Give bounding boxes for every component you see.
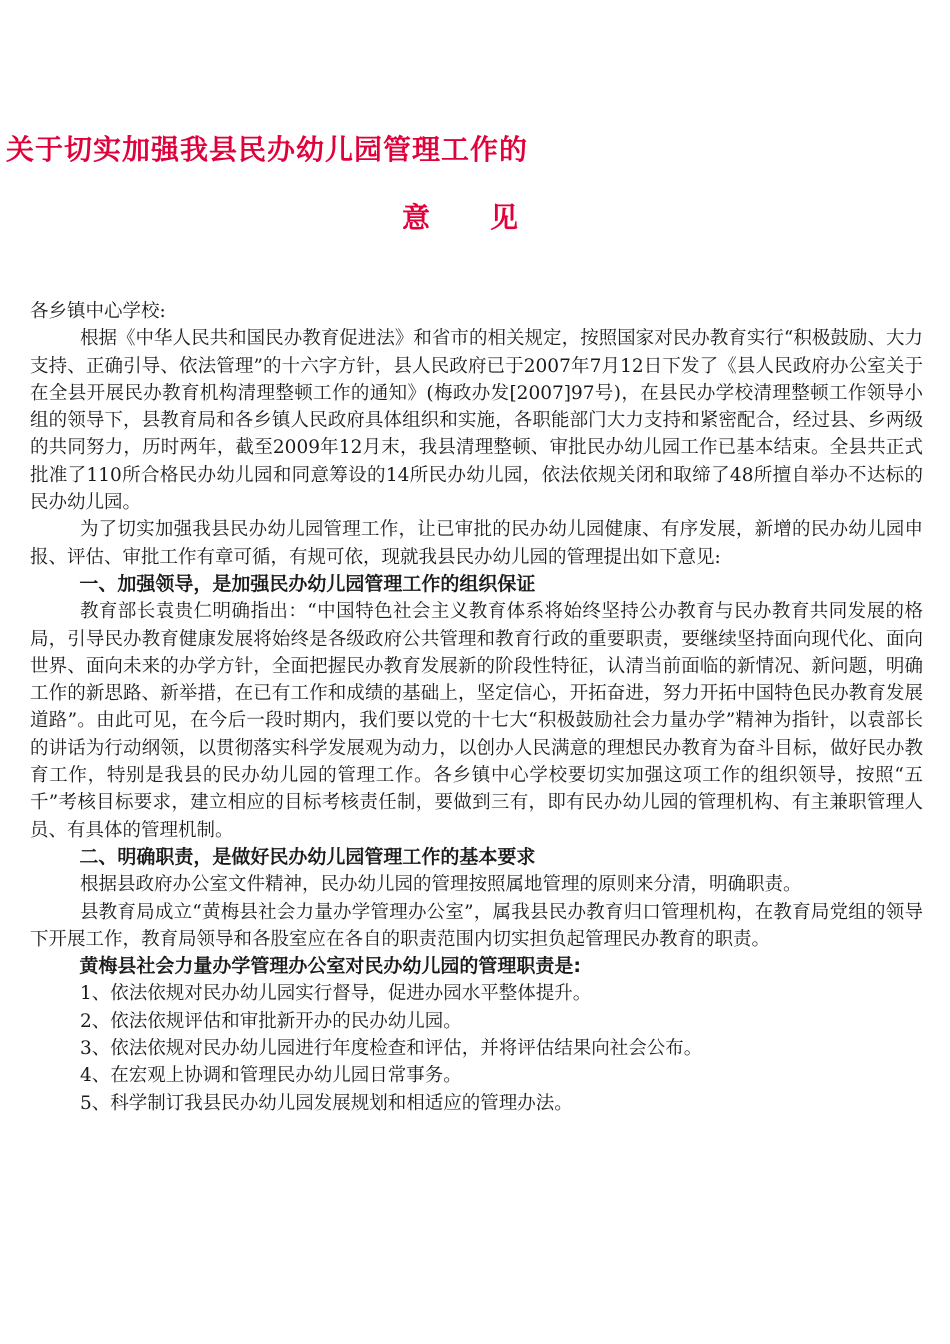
salutation: 各乡镇中心学校: xyxy=(30,301,166,322)
duty-item-2: 2、依法依规评估和审批新开办的民办幼儿园。 xyxy=(79,1010,462,1032)
document-body xyxy=(30,298,923,1117)
duty-item-4: 4、在宏观上协调和管理民办幼儿园日常事务。 xyxy=(79,1065,462,1087)
section2-paragraph-2: 县教育局成立“黄梅县社会力量办学管理办公室”，属我县民办教育归口管理机构，在教育局党组的领导下开展工作，教育局领导和各股室应在各自的职责范围内切实担负起管理民办教育的职责。 xyxy=(30,901,923,950)
section2-paragraph-1: 根据县政府办公室文件精神，民办幼儿园的管理按照属地管理的原则来分清，明确职责。 xyxy=(79,874,802,896)
intro-paragraph-2: 为了切实加强我县民办幼儿园管理工作，让已审批的民办幼儿园健康、有序发展，新增的民办幼儿园申报、评估、审批工作有章可循，有规可依，现就我县民办幼儿园的管理提出如下意见: xyxy=(30,519,923,568)
duty-item-1: 1、依法依规对民办幼儿园实行督导，促进办园水平整体提升。 xyxy=(79,983,592,1005)
section-heading-2: 二、明确职责，是做好民办幼儿园管理工作的基本要求 xyxy=(79,845,536,868)
document-title-suffix: 意见 xyxy=(401,201,578,234)
duty-item-3: 3、依法依规对民办幼儿园进行年度检查和评估，并将评估结果向社会公布。 xyxy=(79,1038,703,1060)
intro-paragraph-1: 根据《中华人民共和国民办教育促进法》和省市的相关规定，按照国家对民办教育实行“积极鼓励、大力支持、正确引导、依法管理”的十六字方针，县人民政府已于2007年7月12日下发了《县人民政府办公室关于在全县开展民办教育机构清理整顿工作的通知》(梅政办发[2007]97号)，在县民办学校清理整顿工作领导小组的领导下，县教育局和各乡镇人民政府具体组织和实施，各职能部门大力支持和紧密配合，经过县、乡两级的共同努力，历时两年，截至2009年12月末，我县清理整顿、审批民办幼儿园工作已基本结束。全县共正式批准了110所合格民办幼儿园和同意筹设的14所民办幼儿园，依法依规关闭和取缔了48所擅自举办不达标的民办幼儿园。 xyxy=(30,328,923,514)
document-title: 关于切实加强我县民办幼儿园管理工作的 xyxy=(6,133,529,166)
section1-paragraph: 教育部长袁贵仁明确指出：“中国特色社会主义教育体系将始终坚持公办教育与民办教育共同发展的格局，引导民办教育健康发展将始终是各级政府公共管理和教育行政的重要职责，要继续坚持面向现代化、面向世界、面向未来的办学方针，全面把握民办教育发展新的阶段性特征，认清当前面临的新情况、新问题，明确工作的新思路、新举措，在已有工作和成绩的基础上，坚定信心，开拓奋进，努力开拓中国特色民办教育发展道路”。由此可见，在今后一段时期内，我们要以党的十七大“积极鼓励社会力量办学”精神为指针，以袁部长的讲话为行动纲领，以贯彻落实科学发展观为动力，以创办人民满意的理想民办教育为奋斗目标，做好民办教育工作，特别是我县的民办幼儿园的管理工作。各乡镇中心学校要切实加强这项工作的组织领导，按照“五千”考核目标要求，建立相应的目标考核责任制，要做到三有，即有民办幼儿园的管理机构、有主兼职管理人员、有具体的管理机制。 xyxy=(30,601,923,841)
duties-subheading: 黄梅县社会力量办学管理办公室对民办幼儿园的管理职责是: xyxy=(79,955,581,978)
duty-item-5: 5、科学制订我县民办幼儿园发展规划和相适应的管理办法。 xyxy=(79,1092,573,1114)
section-heading-1: 一、加强领导，是加强民办幼儿园管理工作的组织保证 xyxy=(79,572,536,595)
